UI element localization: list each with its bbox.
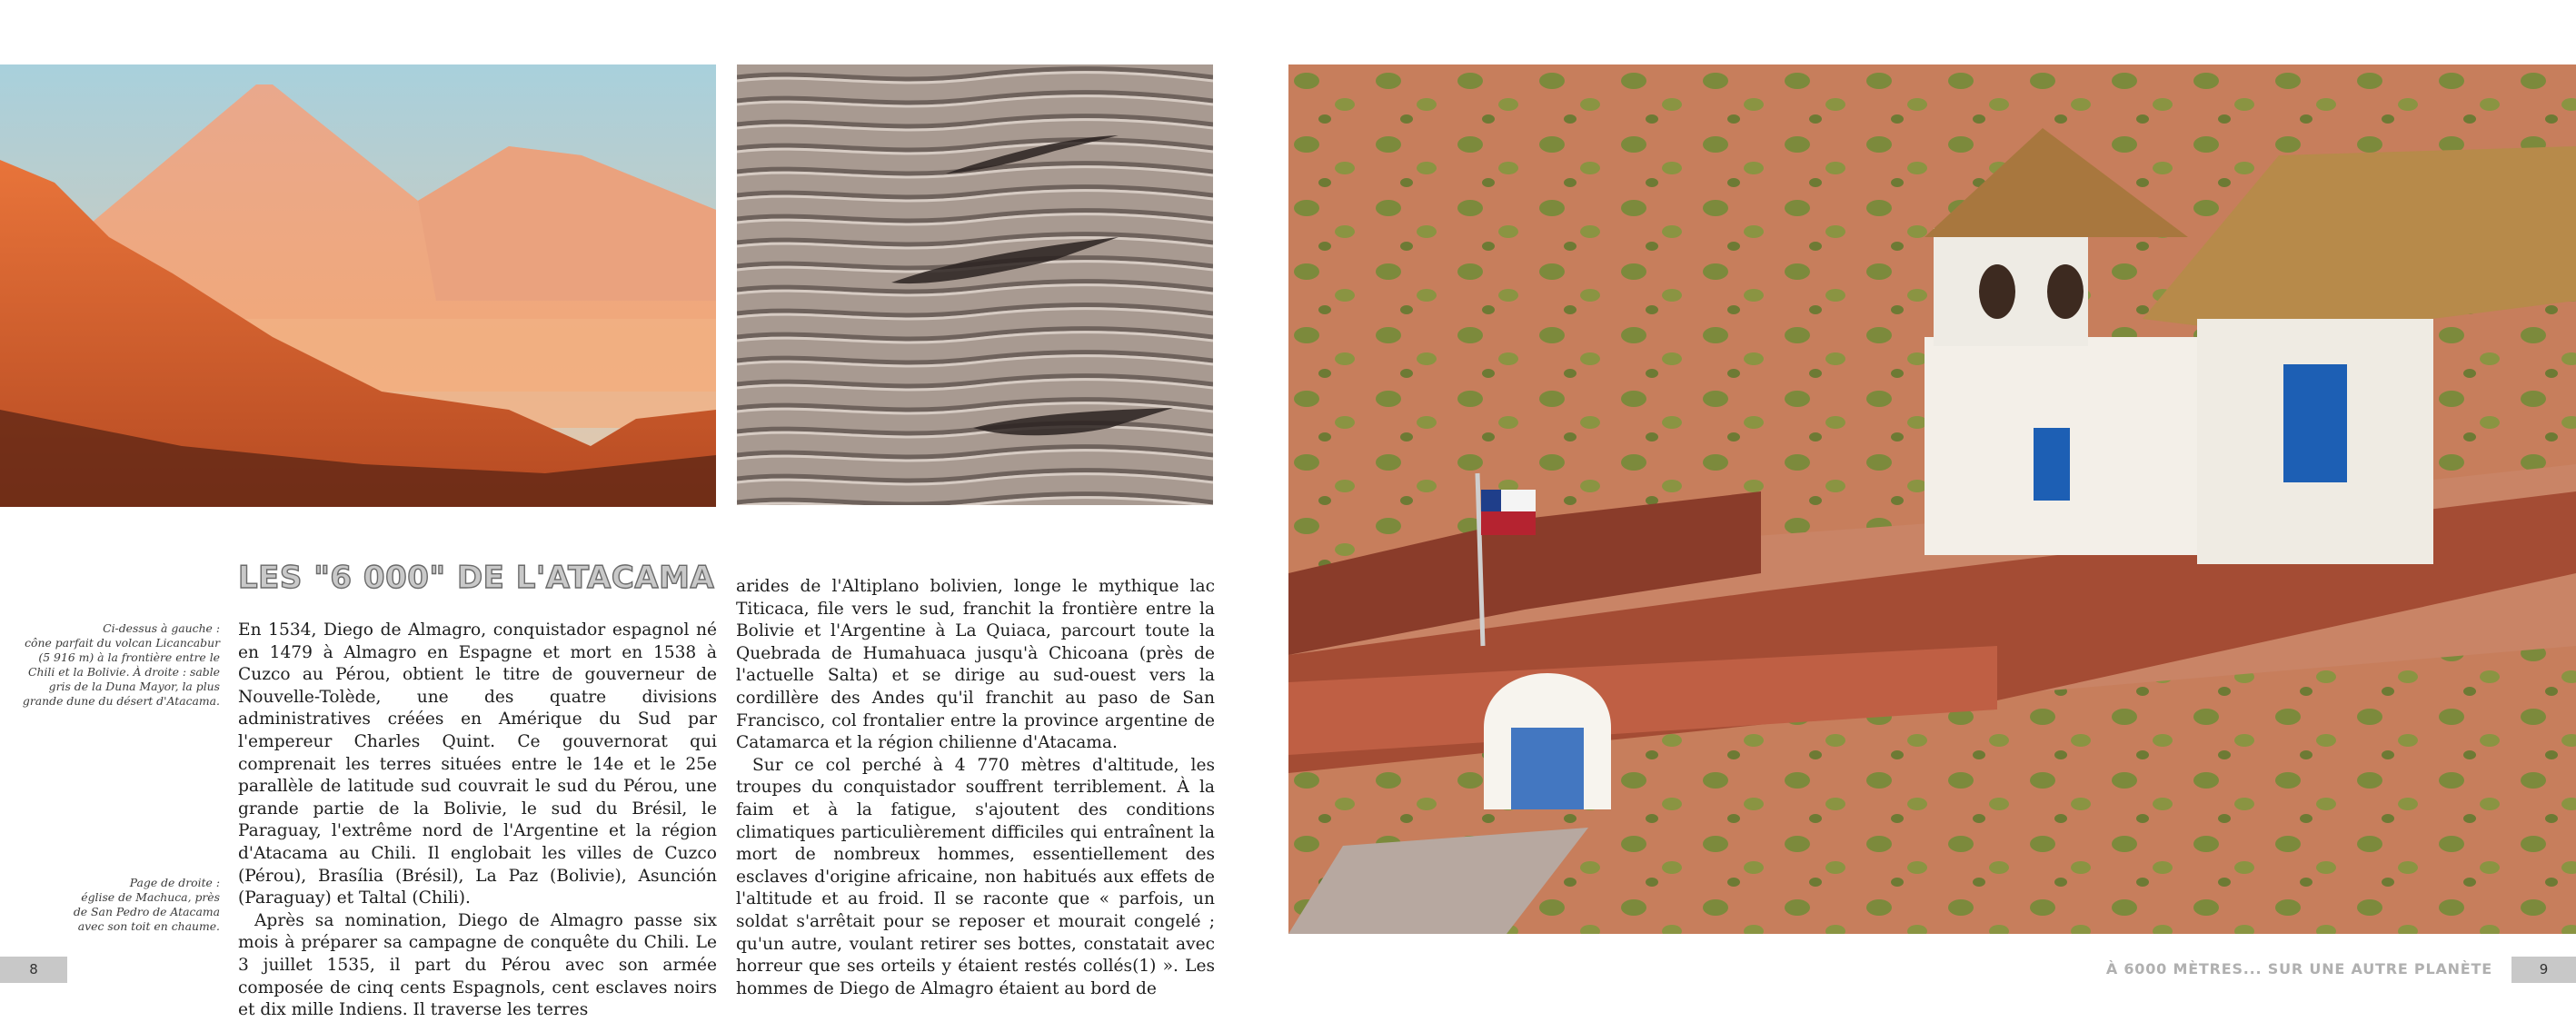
photo-machuca-church bbox=[1288, 64, 2576, 934]
caption-line: (5 916 m) à la frontière entre le bbox=[38, 650, 220, 664]
page-number-right: 9 bbox=[2511, 957, 2576, 983]
caption-line: de San Pedro de Atacama bbox=[73, 905, 220, 918]
caption-top bbox=[20, 621, 220, 709]
body-column-left bbox=[238, 620, 717, 1022]
chapter-heading: LES "6 000" DE L'ATACAMA bbox=[238, 560, 715, 596]
page-number-left: 8 bbox=[0, 957, 67, 983]
photo-sand-ripples bbox=[737, 64, 1213, 505]
paragraph: Sur ce col perché à 4 770 mètres d'altitude, les troupes du conquistador souffrent terriblement. À la faim et à la fatigue, s'ajoutent des conditions climatiques particulièrement difficiles qui entraînent la mort de nombreux hommes, essentiellement des esclaves d'origine africaine, non habitués aux effets de l'altitude et au froid. Il se raconte que « parfois, un soldat s'arrêtait pour se reposer et mourait congelé ; qu'un autre, voulant retirer ses bottes, constatait avec horreur que ses orteils y étaient restés collés(1) ». Les hommes de Diego de Almagro étaient au bord de bbox=[736, 755, 1215, 998]
paragraph: En 1534, Diego de Almagro, conquistador espagnol né en 1479 à Almagro en Espagne et mort en 1538 à Cuzco au Pérou, obtient le titre de gouverneur de Nouvelle-Tolède, une des quatre divisions administratives créées en Amérique du Sud par l'empereur Charles Quint. Ce gouvernorat qui comprenait les terres situées entre le 14e et le 25e parallèle de latitude sud couvrait le sud du Pérou, une grande partie de la Bolivie, le sud du Brésil, le Paraguay, l'extrême nord de l'Argentine et la région d'Atacama au Chili. Il englobait les villes de Cuzco (Pérou), Brasília (Brésil), La Paz (Bolivie), Asunción (Paraguay) et Taltal (Chili). bbox=[238, 620, 717, 908]
paragraph: Après sa nomination, Diego de Almagro passe six mois à préparer sa campagne de conquête du Chili. Le 3 juillet 1535, il part du Pérou avec son armée composée de cinq cents Espagnols, cent esclaves noirs et dix mille Indiens. Il traverse les terres bbox=[238, 910, 717, 1020]
caption-line: Page de droite : bbox=[129, 876, 220, 889]
caption-line: Chili et la Bolivie. À droite : sable bbox=[28, 665, 220, 679]
caption-line: avec son toit en chaume. bbox=[77, 919, 220, 933]
body-column-right bbox=[736, 576, 1215, 1000]
caption-line: cône parfait du volcan Licancabur bbox=[25, 636, 220, 650]
running-head: À 6000 MÈTRES... SUR UNE AUTRE PLANÈTE bbox=[2105, 960, 2492, 977]
caption-line: église de Machuca, près bbox=[81, 890, 220, 904]
paragraph: arides de l'Altiplano bolivien, longe le mythique lac Titicaca, file vers le sud, franchit la frontière entre la Bolivie et l'Argentine à La Quiaca, parcourt toute la Quebrada de Humahuaca jusqu'à Chicoana (près de l'actuelle Salta) et se dirige au sud-ouest vers la cordillère des Andes qu'il franchit au paso de San Francisco, col frontalier entre la province argentine de Catamarca et la région chilienne d'Atacama. bbox=[736, 577, 1215, 753]
caption-line: grande dune du désert d'Atacama. bbox=[22, 694, 220, 708]
photo-licancabur-volcano bbox=[0, 64, 716, 507]
caption-line: Ci-dessus à gauche : bbox=[103, 621, 220, 635]
caption-bottom bbox=[20, 876, 220, 934]
caption-line: gris de la Duna Mayor, la plus bbox=[48, 680, 220, 693]
